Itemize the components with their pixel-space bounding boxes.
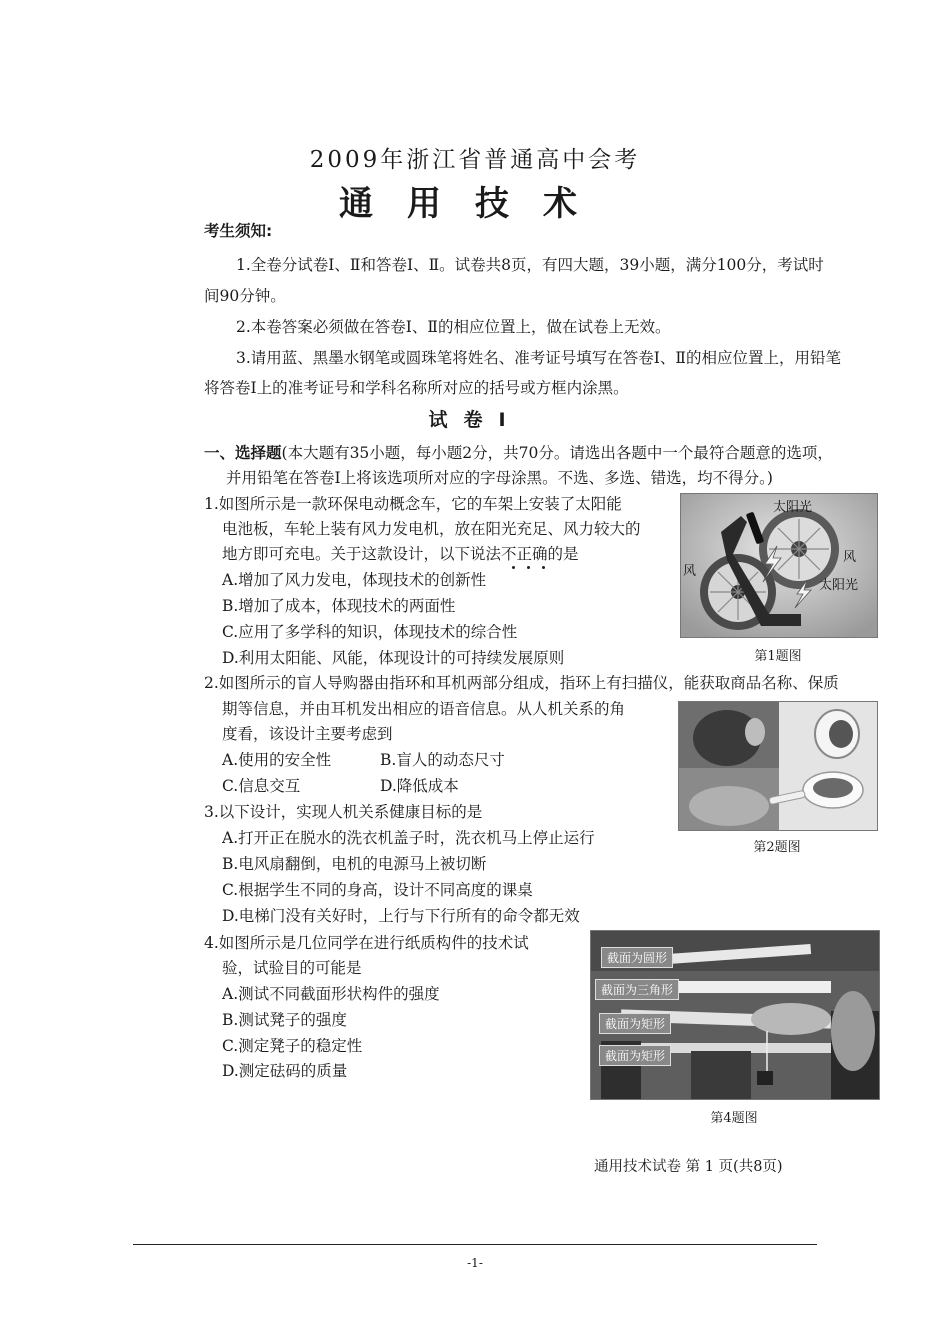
q1-option-d: D.利用太阳能、风能，体现设计的可持续发展原则 [222,649,565,667]
q2-option-b: B.盲人的动态尺寸 [380,751,505,769]
q4-option-a: A.测试不同截面形状构件的强度 [222,985,440,1003]
q2-option-c: C.信息交互 [222,777,301,795]
section-1-heading: 一、选择题 [204,444,282,462]
q1-option-b: B.增加了成本，体现技术的两面性 [222,597,456,615]
bike-illustration [681,494,877,637]
q4-option-d: D.测定砝码的质量 [222,1062,348,1080]
fig1-label-sun-top: 太阳光 [773,500,813,515]
device-illustration [679,702,877,830]
notice-item-1-line-2: 间90分钟。 [204,287,286,305]
q3-option-c: C.根据学生不同的身高，设计不同高度的课桌 [222,881,533,899]
q3-option-b: B.电风扇翻倒，电机的电源马上被切断 [222,855,487,873]
q4-option-b: B.测试凳子的强度 [222,1011,347,1029]
footer-divider [133,1244,817,1245]
figure-4-test-image [590,930,880,1100]
q3-stem: 3.以下设计，实现人机关系健康目标的是 [204,803,483,821]
notice-title: 考生须知: [204,222,273,240]
q1-stem-line-1: 1.如图所示是一款环保电动概念车，它的车架上安装了太阳能 [204,495,622,513]
emphasis-dot [527,566,530,569]
q2-stem-line-1: 2.如图所示的盲人导购器由指环和耳机两部分组成，指环上有扫描仪，能获取商品名称、保质 [204,674,839,692]
section-1-desc-line-1: (本大题有35小题，每小题2分，共70分。请选出各题中一个最符合题意的选项， [281,444,833,462]
figure-2-device-image [678,701,878,831]
q4-stem-line-2: 验，试验目的可能是 [222,959,362,977]
q3-option-d: D.电梯门没有关好时，上行与下行所有的命令都无效 [222,907,580,925]
notice-item-1-line-1: 1.全卷分试卷Ⅰ、Ⅱ和答卷Ⅰ、Ⅱ。试卷共8页，有四大题，39小题，满分100分，考试时 [236,256,824,274]
fig4-label-rect-1: 截面为矩形 [599,1013,671,1034]
emphasis-dot [512,566,515,569]
q4-stem-line-1: 4.如图所示是几位同学在进行纸质构件的技术试 [204,934,529,952]
q4-option-c: C.测定凳子的稳定性 [222,1037,363,1055]
notice-item-3-line-1: 3.请用蓝、黑墨水钢笔或圆珠笔将姓名、准考证号填写在答卷Ⅰ、Ⅱ的相应位置上，用铅笔 [236,349,841,367]
fig4-label-round: 截面为圆形 [601,947,673,968]
emphasis-dot [542,566,545,569]
page-number: -1- [467,1256,483,1270]
q2-stem-line-3: 度看，该设计主要考虑到 [222,725,393,743]
fig4-label-rect-2: 截面为矩形 [599,1045,671,1066]
fig1-label-wind-left: 风 [683,564,697,579]
q1-option-c: C.应用了多学科的知识，体现技术的综合性 [222,623,518,641]
section-1-desc-line-2: 并用铅笔在答卷Ⅰ上将该选项所对应的字母涂黑。不选、多选、错选，均不得分。) [226,469,773,487]
q1-stem-line-2: 电池板，车轮上装有风力发电机，放在阳光充足、风力较大的 [222,520,641,538]
q3-option-a: A.打开正在脱水的洗衣机盖子时，洗衣机马上停止运行 [222,829,595,847]
fig4-label-triangle: 截面为三角形 [595,979,679,1000]
fig1-label-wind-right: 风 [843,550,857,565]
exam-title: 2009年浙江省普通高中会考 [309,147,641,173]
q2-stem-line-2: 期等信息，并由耳机发出相应的语音信息。从人机关系的角 [222,700,626,718]
q1-option-a: A.增加了风力发电，体现技术的创新性 [222,571,487,589]
q2-option-a: A.使用的安全性 [222,751,332,769]
fig1-label-sun-right: 太阳光 [819,578,859,593]
q2-option-d: D.降低成本 [380,777,459,795]
figure-4-caption: 第4题图 [710,1111,758,1126]
q1-stem-line-3: 地方即可充电。关于这款设计，以下说法不正确的是 [222,545,579,563]
section-1-intro [204,440,833,466]
figure-1-bike-image [680,493,878,638]
notice-item-3-line-2: 将答卷Ⅰ上的准考证号和学科名称所对应的括号或方框内涂黑。 [204,379,629,397]
part-title: 试卷Ⅰ [428,409,522,431]
page-info: 通用技术试卷 第 1 页(共8页) [594,1159,783,1175]
figure-2-caption: 第2题图 [753,840,801,855]
figure-1-caption: 第1题图 [754,649,802,664]
notice-item-2: 2.本卷答案必须做在答卷Ⅰ、Ⅱ的相应位置上，做在试卷上无效。 [236,318,671,336]
subject-title: 通用技术 [339,184,611,224]
